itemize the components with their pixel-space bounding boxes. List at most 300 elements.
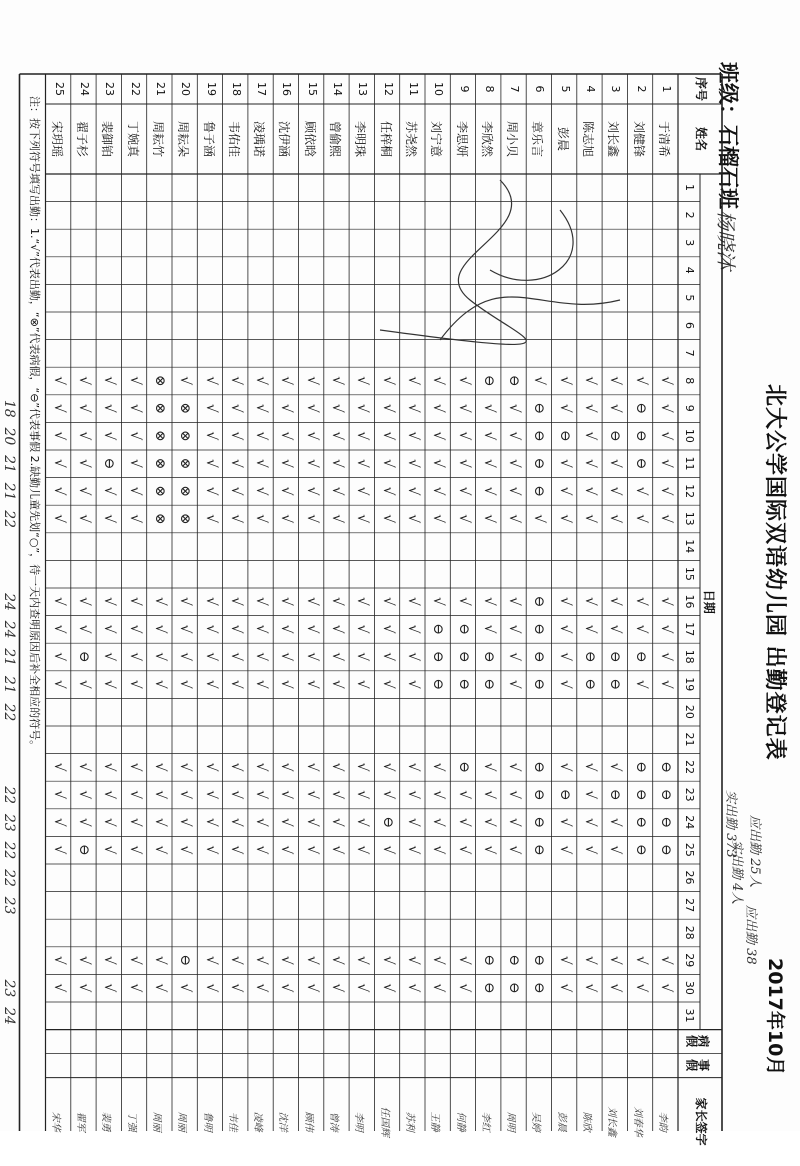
mark-present: √ (405, 459, 421, 468)
mark-present: √ (177, 983, 194, 993)
mark-present: √ (202, 514, 219, 524)
daily-total: 23 (1, 979, 18, 998)
mark-present: √ (76, 817, 93, 827)
mark-personal-leave: ⊖ (430, 678, 447, 691)
mark-present: √ (379, 790, 396, 800)
mark-present: √ (303, 955, 320, 965)
mark-present: √ (101, 983, 118, 993)
mark-present: √ (177, 679, 194, 689)
day-number: 31 (683, 1008, 696, 1023)
mark-present: √ (531, 376, 548, 386)
student-name: 刘健锋 (631, 120, 646, 157)
day-number: 29 (683, 953, 696, 968)
mark-present: √ (101, 762, 118, 772)
mark-present: √ (506, 624, 523, 634)
mark-present: √ (480, 597, 497, 606)
mark-present: √ (556, 514, 573, 524)
mark-personal-leave: ⊖ (531, 678, 548, 691)
mark-present: √ (101, 431, 118, 441)
mark-present: √ (202, 403, 219, 413)
mark-sick-leave: ⊗ (152, 374, 168, 387)
mark-present: √ (152, 955, 168, 965)
mark-personal-leave: ⊖ (101, 457, 118, 470)
mark-present: √ (658, 431, 674, 441)
parent-signature: 曾涛 (328, 1111, 340, 1132)
student-number: 9 (457, 85, 471, 93)
mark-present: √ (126, 459, 143, 468)
day-number: 7 (683, 349, 696, 357)
mark-present: √ (607, 817, 624, 827)
mark-present: √ (152, 624, 168, 634)
scribble-drawing (380, 180, 620, 344)
mark-personal-leave: ⊖ (455, 650, 472, 663)
mark-present: √ (455, 845, 472, 855)
mark-present: √ (379, 486, 396, 496)
mark-personal-leave: ⊖ (430, 623, 447, 635)
mark-present: √ (506, 597, 523, 606)
mark-present: √ (50, 403, 67, 413)
mark-present: √ (50, 624, 67, 634)
student-number: 3 (609, 85, 623, 93)
mark-present: √ (480, 431, 497, 441)
parent-signature: 凌峰 (252, 1111, 264, 1132)
student-number: 17 (255, 82, 269, 96)
mark-present: √ (582, 790, 599, 800)
mark-present: √ (430, 817, 447, 827)
mark-sick-leave: ⊗ (177, 430, 194, 442)
mark-present: √ (50, 597, 67, 606)
mark-present: √ (455, 459, 472, 468)
mark-present: √ (556, 486, 573, 496)
mark-personal-leave: ⊖ (531, 816, 548, 829)
mark-present: √ (405, 983, 421, 993)
mark-present: √ (278, 652, 295, 662)
mark-present: √ (278, 679, 295, 689)
mark-present: √ (76, 955, 93, 965)
mark-present: √ (202, 431, 219, 441)
student-name: 刘长鑫 (606, 120, 621, 157)
stat-expected: 应出勤 25人 (747, 815, 762, 888)
mark-personal-leave: ⊖ (531, 982, 548, 994)
student-name: 凌瑀诺 (252, 120, 267, 157)
mark-present: √ (202, 597, 219, 606)
student-name: 刘宁意 (429, 120, 444, 157)
mark-present: √ (177, 597, 194, 606)
mark-present: √ (126, 845, 143, 855)
mark-present: √ (50, 790, 67, 800)
mark-present: √ (506, 845, 523, 855)
mark-present: √ (658, 514, 674, 524)
mark-present: √ (50, 762, 67, 772)
mark-present: √ (303, 624, 320, 634)
mark-present: √ (405, 679, 421, 689)
student-name: 裴御铂 (100, 120, 115, 157)
mark-present: √ (227, 376, 244, 386)
mark-present: √ (101, 624, 118, 634)
mark-present: √ (253, 459, 270, 468)
mark-present: √ (506, 652, 523, 662)
mark-sick-leave: ⊗ (177, 402, 194, 415)
mark-sick-leave: ⊗ (152, 402, 168, 415)
mark-present: √ (329, 817, 346, 827)
day-number: 2 (683, 211, 696, 219)
parent-signature: 刘长鑫 (606, 1106, 618, 1137)
mark-present: √ (329, 624, 346, 634)
mark-present: √ (632, 624, 649, 634)
mark-present: √ (101, 652, 118, 662)
mark-present: √ (227, 514, 244, 524)
mark-personal-leave: ⊖ (632, 430, 649, 442)
day-number: 19 (683, 677, 696, 692)
mark-present: √ (405, 817, 421, 827)
day-number: 11 (683, 456, 696, 471)
daily-total: 21 (1, 675, 18, 694)
mark-present: √ (126, 762, 143, 772)
mark-present: √ (379, 459, 396, 468)
parent-signature: 王静 (429, 1111, 441, 1132)
mark-present: √ (607, 459, 624, 468)
mark-present: √ (480, 459, 497, 468)
mark-present: √ (379, 376, 396, 386)
day-number: 25 (683, 842, 696, 857)
mark-present: √ (76, 624, 93, 634)
mark-present: √ (253, 597, 270, 606)
student-number: 6 (533, 85, 547, 93)
mark-personal-leave: ⊖ (506, 954, 523, 967)
mark-present: √ (354, 790, 371, 800)
mark-present: √ (480, 762, 497, 772)
day-number: 18 (683, 649, 696, 664)
mark-present: √ (582, 514, 599, 524)
mark-present: √ (607, 762, 624, 772)
mark-present: √ (227, 624, 244, 634)
student-number: 10 (432, 82, 446, 96)
mark-present: √ (76, 486, 93, 496)
parent-signature: 周明 (505, 1111, 517, 1132)
parent-signature: 陈欣 (581, 1111, 593, 1132)
mark-present: √ (430, 459, 447, 468)
daily-total: 24 (1, 593, 18, 611)
mark-present: √ (582, 983, 599, 993)
mark-present: √ (202, 845, 219, 855)
mark-present: √ (50, 431, 67, 441)
mark-present: √ (50, 679, 67, 689)
mark-present: √ (303, 817, 320, 827)
mark-personal-leave: ⊖ (556, 430, 573, 442)
mark-present: √ (278, 403, 295, 413)
mark-present: √ (556, 762, 573, 772)
mark-personal-leave: ⊖ (582, 678, 599, 691)
day-number: 21 (683, 732, 696, 747)
mark-personal-leave: ⊖ (76, 650, 93, 663)
mark-present: √ (101, 955, 118, 965)
student-number: 4 (584, 85, 598, 93)
student-number: 24 (78, 82, 92, 96)
mark-present: √ (177, 817, 194, 827)
mark-present: √ (455, 403, 472, 413)
daily-total: 22 (1, 841, 18, 860)
parent-signature: 顾伟 (302, 1111, 314, 1132)
daily-total: 23 (1, 813, 18, 832)
mark-present: √ (405, 955, 421, 965)
mark-present: √ (126, 652, 143, 662)
student-name: 顾依晗 (302, 120, 317, 157)
mark-present: √ (50, 459, 67, 468)
mark-present: √ (227, 403, 244, 413)
mark-present: √ (50, 817, 67, 827)
mark-present: √ (430, 790, 447, 800)
daily-total: 24 (1, 1007, 18, 1025)
mark-present: √ (50, 652, 67, 662)
student-number: 22 (128, 82, 142, 96)
mark-present: √ (227, 486, 244, 496)
day-number: 5 (683, 294, 696, 302)
mark-personal-leave: ⊖ (582, 650, 599, 663)
class-label: 班级：石榴石班 (716, 62, 740, 209)
day-number: 4 (683, 266, 696, 274)
mark-present: √ (607, 597, 624, 606)
mark-personal-leave: ⊖ (531, 623, 548, 635)
mark-present: √ (379, 679, 396, 689)
daily-total: 24 (1, 620, 18, 639)
mark-present: √ (658, 376, 674, 386)
mark-present: √ (430, 431, 447, 441)
mark-present: √ (303, 403, 320, 413)
mark-present: √ (278, 514, 295, 524)
mark-present: √ (379, 597, 396, 606)
mark-present: √ (582, 597, 599, 606)
parent-signature: 沈洋 (277, 1111, 289, 1132)
mark-present: √ (354, 514, 371, 524)
daily-total: 23 (1, 896, 18, 915)
mark-present: √ (202, 762, 219, 772)
mark-present: √ (607, 403, 624, 413)
day-number: 1 (683, 184, 696, 191)
mark-present: √ (278, 486, 295, 496)
parent-signature: 宋华 (49, 1111, 61, 1132)
student-name: 陈志旭 (581, 120, 596, 157)
mark-present: √ (405, 845, 421, 855)
mark-present: √ (253, 431, 270, 441)
mark-present: √ (506, 762, 523, 772)
mark-present: √ (303, 459, 320, 468)
stat-expected-b: 应出勤 38 (743, 905, 758, 965)
mark-sick-leave: ⊗ (152, 457, 168, 470)
mark-present: √ (76, 679, 93, 689)
mark-present: √ (76, 459, 93, 468)
mark-present: √ (480, 817, 497, 827)
mark-present: √ (329, 955, 346, 965)
parent-signature: 任国辉 (378, 1106, 390, 1137)
mark-present: √ (303, 597, 320, 606)
mark-present: √ (455, 983, 472, 993)
mark-present: √ (405, 624, 421, 634)
parent-signature: 丁强 (125, 1111, 137, 1132)
parent-signature: 李韵 (657, 1111, 668, 1132)
mark-present: √ (354, 845, 371, 855)
day-number: 3 (683, 239, 696, 247)
mark-personal-leave: ⊖ (531, 402, 548, 415)
parent-signature: 彭晨 (555, 1111, 567, 1132)
mark-present: √ (582, 845, 599, 855)
mark-present: √ (202, 486, 219, 496)
mark-personal-leave: ⊖ (658, 788, 674, 801)
mark-present: √ (658, 403, 674, 413)
mark-present: √ (76, 431, 93, 441)
mark-present: √ (607, 376, 624, 386)
mark-present: √ (582, 955, 599, 965)
mark-present: √ (126, 486, 143, 496)
mark-present: √ (101, 790, 118, 800)
day-number: 10 (683, 428, 696, 443)
mark-present: √ (76, 790, 93, 800)
legend-note: 注：按下列符号填写出勤：1.“√”代表出勤，“⊗”代表病假，“⊖”代表事假 2.缺勤儿童先划“○”，待一天内查明原因后补全相应的符号。 (28, 96, 41, 752)
mark-present: √ (556, 376, 573, 386)
parent-signature: 鲁明 (201, 1111, 213, 1132)
mark-sick-leave: ⊗ (152, 430, 168, 442)
mark-present: √ (405, 403, 421, 413)
mark-present: √ (126, 514, 143, 524)
mark-personal-leave: ⊖ (480, 954, 497, 967)
student-number: 18 (229, 82, 243, 96)
mark-present: √ (76, 514, 93, 524)
mark-present: √ (303, 983, 320, 993)
mark-present: √ (379, 431, 396, 441)
mark-present: √ (354, 652, 371, 662)
mark-present: √ (202, 679, 219, 689)
mark-present: √ (227, 817, 244, 827)
mark-present: √ (126, 817, 143, 827)
day-number: 26 (683, 870, 696, 885)
mark-present: √ (152, 652, 168, 662)
mark-present: √ (658, 624, 674, 634)
day-number: 8 (683, 377, 696, 385)
mark-present: √ (455, 817, 472, 827)
mark-personal-leave: ⊖ (480, 982, 497, 994)
day-number: 12 (683, 484, 696, 499)
mark-present: √ (253, 955, 270, 965)
mark-present: √ (253, 652, 270, 662)
day-number: 16 (683, 594, 696, 609)
mark-present: √ (455, 955, 472, 965)
mark-present: √ (278, 624, 295, 634)
mark-present: √ (126, 403, 143, 413)
mark-present: √ (227, 597, 244, 606)
mark-present: √ (531, 514, 548, 524)
parent-signature: 吴婷 (530, 1111, 542, 1132)
student-number: 15 (305, 82, 319, 96)
mark-present: √ (152, 597, 168, 606)
mark-present: √ (227, 955, 244, 965)
mark-present: √ (126, 597, 143, 606)
student-number: 13 (356, 82, 370, 96)
student-number: 8 (482, 85, 496, 93)
mark-present: √ (607, 955, 624, 965)
mark-present: √ (329, 459, 346, 468)
mark-present: √ (506, 679, 523, 689)
student-number: 1 (660, 85, 673, 93)
mark-present: √ (152, 679, 168, 689)
student-number: 16 (280, 82, 294, 96)
mark-present: √ (329, 790, 346, 800)
mark-present: √ (354, 817, 371, 827)
parent-signature: 周丽 (176, 1111, 188, 1132)
mark-present: √ (632, 983, 649, 993)
mark-present: √ (430, 486, 447, 496)
mark-personal-leave: ⊖ (480, 678, 497, 691)
mark-present: √ (506, 486, 523, 496)
mark-personal-leave: ⊖ (455, 678, 472, 691)
mark-present: √ (227, 431, 244, 441)
mark-sick-leave: ⊗ (177, 457, 194, 470)
day-number: 9 (683, 404, 696, 412)
mark-present: √ (227, 652, 244, 662)
mark-present: √ (556, 983, 573, 993)
mark-present: √ (556, 817, 573, 827)
mark-present: √ (480, 403, 497, 413)
mark-present: √ (101, 376, 118, 386)
day-number: 15 (683, 566, 696, 581)
student-name: 李欣然 (479, 120, 494, 157)
mark-personal-leave: ⊖ (632, 650, 649, 663)
parent-signature: 翟军 (75, 1111, 87, 1132)
mark-present: √ (76, 762, 93, 772)
student-number: 12 (381, 82, 395, 96)
student-name: 沈伊涵 (277, 120, 292, 157)
mark-present: √ (329, 597, 346, 606)
mark-present: √ (632, 514, 649, 524)
mark-present: √ (506, 790, 523, 800)
header-sick-leave: 病假 (686, 1033, 710, 1048)
daily-total: 21 (1, 455, 18, 473)
mark-present: √ (126, 983, 143, 993)
mark-sick-leave: ⊗ (177, 512, 194, 525)
mark-present: √ (329, 431, 346, 441)
mark-present: √ (101, 486, 118, 496)
mark-present: √ (303, 431, 320, 441)
mark-personal-leave: ⊖ (607, 788, 624, 801)
mark-present: √ (329, 762, 346, 772)
mark-present: √ (253, 514, 270, 524)
mark-present: √ (101, 597, 118, 606)
mark-present: √ (506, 403, 523, 413)
mark-present: √ (430, 845, 447, 855)
mark-present: √ (379, 762, 396, 772)
mark-present: √ (278, 597, 295, 606)
mark-personal-leave: ⊖ (632, 402, 649, 415)
student-name: 曾偷熙 (328, 120, 343, 157)
mark-present: √ (582, 486, 599, 496)
mark-personal-leave: ⊖ (531, 595, 548, 608)
parent-signature: 裴勇 (100, 1111, 112, 1132)
mark-present: √ (480, 624, 497, 634)
mark-present: √ (430, 762, 447, 772)
mark-present: √ (253, 403, 270, 413)
mark-present: √ (405, 486, 421, 496)
mark-present: √ (607, 845, 624, 855)
parent-signature: 李明 (353, 1111, 365, 1132)
mark-present: √ (278, 983, 295, 993)
student-name: 丁婉真 (125, 120, 140, 157)
mark-present: √ (556, 679, 573, 689)
mark-personal-leave: ⊖ (480, 374, 497, 387)
student-number: 11 (407, 82, 420, 96)
mark-present: √ (582, 376, 599, 386)
mark-present: √ (405, 762, 421, 772)
parent-signature: 刘春华 (631, 1106, 643, 1137)
header-personal-leave: 事假 (686, 1057, 710, 1072)
mark-present: √ (202, 459, 219, 468)
